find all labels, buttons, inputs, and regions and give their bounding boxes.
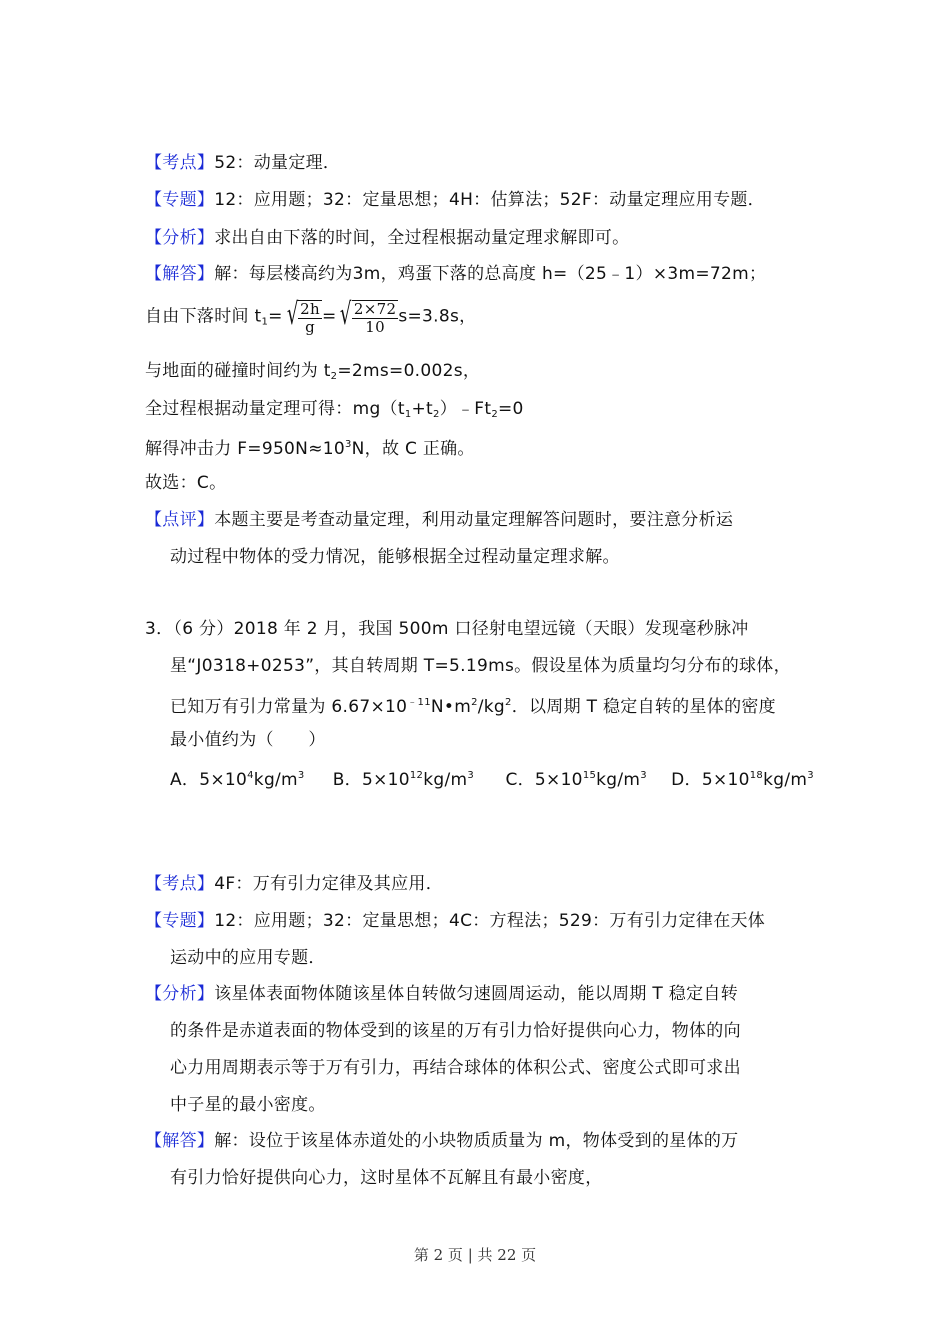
zhuanti-line (145, 189, 765, 211)
force-line (145, 434, 475, 460)
jieda-text: 解：每层楼高约为3m，鸡蛋下落的总高度 h=（25﹣1）×3m=72m； (214, 264, 767, 284)
text: N，故 C 正确。 (351, 439, 475, 459)
text: A．5×10 (170, 770, 248, 790)
option-c[interactable] (505, 765, 665, 791)
sub: 1 (404, 409, 412, 420)
sup: 2 (505, 697, 512, 708)
text: 全过程根据动量定理可得：mg（t (145, 399, 405, 419)
text: kg/m (253, 770, 298, 790)
text: ．以周期 T 稳定自转的星体的密度 (511, 697, 776, 717)
sup: 3 (467, 770, 474, 781)
jieda-text: 解：设位于该星体赤道处的小块物质质量为 m，物体受到的星体的万 (214, 1131, 739, 1151)
fenxi-line (145, 227, 629, 249)
formula-sub: 1 (261, 316, 269, 328)
q3-jieda-line (145, 1130, 738, 1152)
kaodian-line (145, 152, 340, 174)
option-b[interactable] (333, 765, 500, 791)
text: 解得冲击力 F=950N≈10 (145, 439, 345, 459)
zhuanti-text: 12：应用题；32：定量思想；4C：方程法；529：万有引力定律在天体 (214, 911, 766, 931)
sup: 15 (582, 770, 597, 781)
q3-zhuanti-line-2: 运动中的应用专题． (170, 948, 326, 968)
free-fall-formula (145, 297, 476, 336)
q3-fenxi-line (145, 983, 738, 1005)
sub: 2 (433, 409, 440, 420)
formula-suffix: s=3.8s， (398, 306, 477, 327)
sup: 12 (409, 770, 424, 781)
sqrt-2h-over-g: √ $\frac{2h}{g}$ (286, 297, 320, 336)
text: kg/m (423, 770, 468, 790)
kaodian-tag: 【考点】 (145, 153, 215, 173)
option-d[interactable] (671, 765, 814, 791)
frac-den: 10 (365, 318, 385, 336)
formula-eq: = (268, 306, 283, 327)
zhuanti-text: 12：应用题；32：定量思想；4H：估算法；52F：动量定理应用专题． (214, 190, 765, 210)
formula-eq2: = (321, 306, 337, 327)
fenxi-text: 该星体表面物体随该星体自转做匀速圆周运动，能以周期 T 稳定自转 (214, 984, 738, 1004)
frac-num: 2h (300, 300, 320, 318)
text: 与地面的碰撞时间约为 t (145, 361, 331, 381)
sup: 2 (471, 697, 478, 708)
q3-fenxi-line-3: 心力用周期表示等于万有引力，再结合球体的体积公式、密度公式即可求出 (170, 1058, 741, 1078)
text: D．5×10 (671, 770, 750, 790)
option-a[interactable] (170, 765, 327, 791)
text: ）﹣Ft (439, 399, 492, 419)
text: kg/m (763, 770, 808, 790)
zhuanti-tag: 【专题】 (145, 911, 215, 931)
kaodian-text: 52：动量定理． (214, 153, 341, 173)
text: +t (411, 399, 434, 419)
text: 已知万有引力常量为 6.67×10 (170, 697, 408, 717)
text: =0 (498, 399, 524, 419)
q3-line-1: 3．（6 分）2018 年 2 月，我国 500m 口径射电望远镜（天眼）发现毫秒脉冲 (145, 619, 749, 639)
text: C．5×10 (505, 770, 583, 790)
kaodian-text: 4F：万有引力定律及其应用． (214, 874, 443, 894)
sup: 3 (297, 770, 305, 781)
jieda-tag: 【解答】 (145, 264, 215, 284)
fenxi-tag: 【分析】 (145, 984, 215, 1004)
sqrt-2x72-over-10: √ $\frac{2\times 72}{10}$ (340, 297, 397, 336)
zhuanti-tag: 【专题】 (145, 190, 215, 210)
collision-time-line (145, 360, 480, 388)
sup: 18 (749, 770, 764, 781)
q3-jieda-line-2: 有引力恰好提供向心力，这时星体不瓦解且有最小密度， (170, 1168, 603, 1188)
choice-line: 故选：C。 (145, 473, 227, 493)
dianping-tag: 【点评】 (145, 510, 215, 530)
q3-fenxi-line-2: 的条件是赤道表面的物体受到的该星的万有引力恰好提供向心力，物体的向 (170, 1021, 741, 1041)
jieda-line (145, 263, 766, 285)
sub: 2 (330, 371, 338, 382)
sub: 2 (491, 409, 499, 420)
sup: ﹣11 (407, 697, 431, 708)
q3-options (170, 765, 814, 791)
dianping-text: 本题主要是考查动量定理，利用动量定理解答问题时，要注意分析运 (214, 510, 734, 530)
page-footer: 第 2 页 | 共 22 页 (413, 1246, 537, 1264)
kaodian-tag: 【考点】 (145, 874, 215, 894)
text: kg/m (596, 770, 641, 790)
jieda-tag: 【解答】 (145, 1131, 215, 1151)
text: =2ms=0.002s， (337, 361, 481, 381)
text: /kg (477, 697, 506, 717)
momentum-line (145, 398, 524, 426)
q3-fenxi-line-4: 中子星的最小密度。 (170, 1095, 326, 1115)
q3-kaodian-line (145, 873, 443, 895)
q3-zhuanti-line (145, 910, 765, 932)
sup: 3 (640, 770, 647, 781)
fenxi-text: 求出自由下落的时间，全过程根据动量定理求解即可。 (214, 228, 630, 248)
q3-line-4: 最小值约为（ ） (170, 730, 326, 750)
text: B．5×10 (332, 770, 410, 790)
formula-prefix: 自由下落时间 t (145, 306, 262, 327)
sup: 3 (807, 770, 814, 781)
frac-den: g (305, 318, 315, 336)
q3-line-3 (170, 692, 776, 718)
dianping-line-2: 动过程中物体的受力情况，能够根据全过程动量定理求解。 (170, 547, 620, 567)
sup: 4 (247, 770, 254, 781)
text: N•m (430, 697, 472, 717)
frac-num: 2×72 (353, 300, 397, 318)
fenxi-tag: 【分析】 (145, 228, 215, 248)
dianping-line (145, 509, 733, 531)
sup: 3 (344, 439, 352, 450)
q3-line-2: 星“J0318+0253”，其自转周期 T=5.19ms。假设星体为质量均匀分布的球体， (170, 656, 791, 676)
